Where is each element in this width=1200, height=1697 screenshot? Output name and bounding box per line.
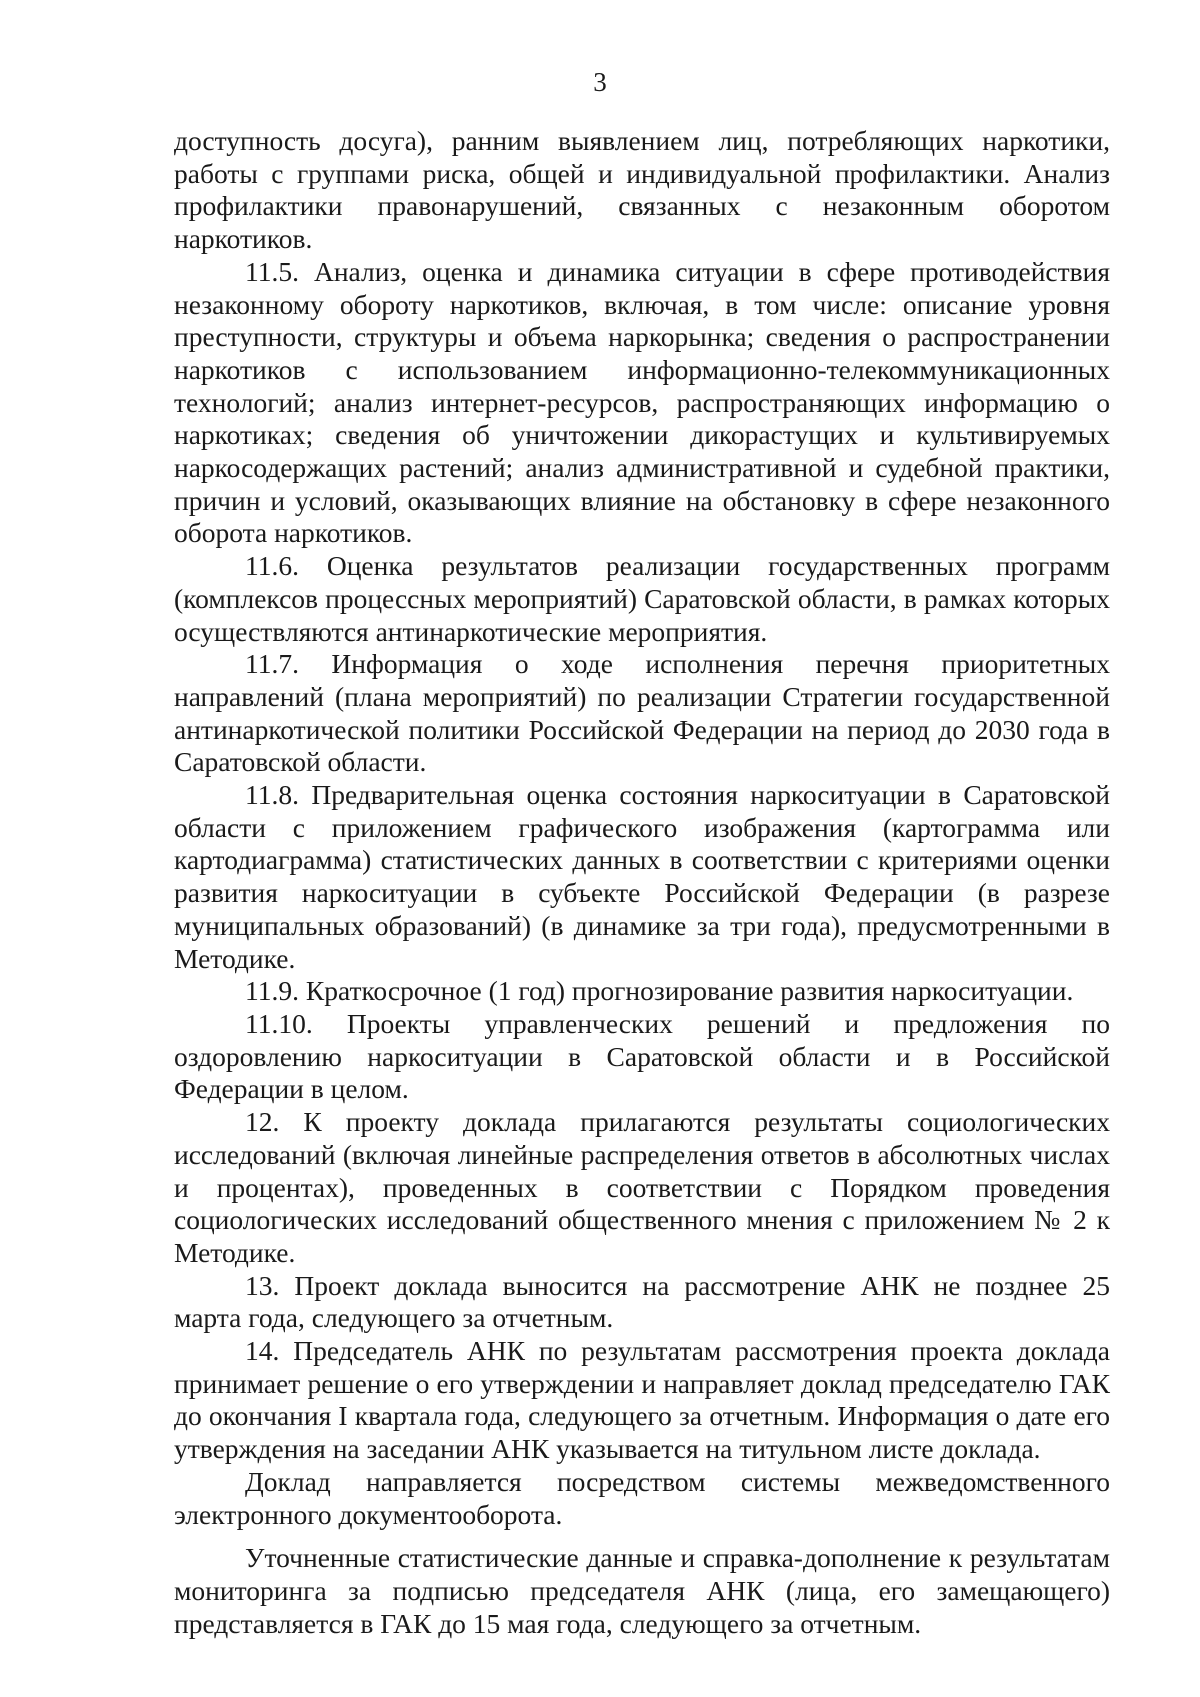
paragraph-13: 13. Проект доклада выносится на рассмотрение АНК не позднее 25 марта года, следующего за отчетным. (174, 1269, 1110, 1334)
document-body (174, 125, 1110, 1640)
paragraph-11-9: 11.9. Краткосрочное (1 год) прогнозирование развития наркоситуации. (245, 975, 1074, 1007)
paragraph-11-8: 11.8. Предварительная оценка состояния наркоситуации в Саратовской области с приложением графического изображения (картограмма или картодиаграмма) статистических данных в соответствии с критериями оценки развития наркоситуации в субъекте Российской Федерации (в разрезе муниципальных образований) (в динамике за три года), предусмотренными в Методике. (174, 779, 1110, 974)
paragraph-11-7: 11.7. Информация о ходе исполнения перечня приоритетных направлений (плана мероприятий) по реализации Стратегии государственной антинаркотической политики Российской Федерации на период до 2030 года в Саратовской области. (174, 648, 1110, 778)
paragraph-11-5: 11.5. Анализ, оценка и динамика ситуации в сфере противодействия незаконному обороту наркотиков, включая, в том числе: описание уровня преступности, структуры и объема наркорынка; сведения о распространении наркотиков с использованием информационно-телекоммуникационных технологий; анализ интернет-ресурсов, распространяющих информацию о наркотиках; сведения об уничтожении дикорастущих и культивируемых наркосодержащих растений; анализ административной и судебной практики, причин и условий, оказывающих влияние на обстановку в сфере незаконного оборота наркотиков. (174, 255, 1110, 549)
paragraph-12: 12. К проекту доклада прилагаются результаты социологических исследований (включая линейные распределения ответов в абсолютных числах и процентах), проведенных в соответствии с Порядком проведения социологических исследований общественного мнения с приложением № 2 к Методике. (174, 1106, 1110, 1268)
page-number: 3 (593, 67, 607, 97)
paragraph-report-sending: Доклад направляется посредством системы межведомственного электронного документооборота. (174, 1465, 1110, 1530)
paragraph-11-10: 11.10. Проекты управленческих решений и предложения по оздоровлению наркоситуации в Саратовской области и в Российской Федерации в целом. (174, 1007, 1110, 1105)
paragraph-11-6: 11.6. Оценка результатов реализации государственных программ (комплексов процессных мероприятий) Саратовской области, в рамках которых осуществляются антинаркотические мероприятия. (174, 550, 1110, 647)
paragraph-updated-data: Уточненные статистические данные и справка-дополнение к результатам мониторинга за подписью председателя АНК (лица, его замещающего) представляется в ГАК до 15 мая года, следующего за отчетным. (174, 1542, 1110, 1639)
paragraph-continuation: доступность досуга), ранним выявлением лиц, потребляющих наркотики, работы с группами риска, общей и индивидуальной профилактики. Анализ профилактики правонарушений, связанных с незаконным оборотом наркотиков. (174, 125, 1110, 255)
paragraph-14: 14. Председатель АНК по результатам рассмотрения проекта доклада принимает решение о его утверждении и направляет доклад председателю ГАК до окончания I квартала года, следующего за отчетным. Информация о дате его утверждения на заседании АНК указывается на титульном листе доклада. (174, 1335, 1110, 1465)
